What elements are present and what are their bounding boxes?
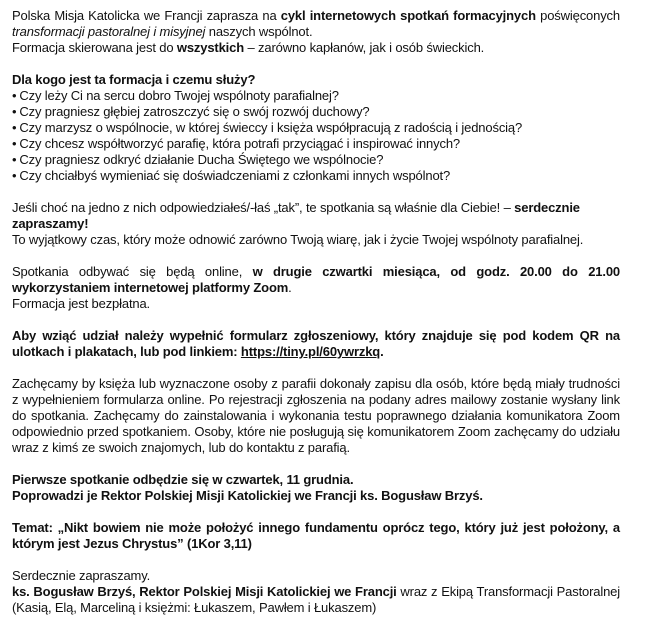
theme-paragraph: Temat: „Nikt bowiem nie może położyć innego fundamentu oprócz tego, który już jest położony, a którym jest Jezus Chrystus” (1Kor 3,11) — [12, 520, 620, 551]
free-note: Formacja jest bezpłatna. — [12, 296, 151, 311]
invite-paragraph: Jeśli choć na jedno z nich odpowiedziałeś/-łaś „tak”, te spotkania są właśnie dla Ciebie! – serdecznie zapraszamy! To wyjątkowy czas, który może odnowić zarówno Twoją wiarę, jak i życie Twojej wspólnoty parafialnej. — [12, 200, 584, 247]
bullet-icon: • — [12, 136, 17, 151]
purpose-section — [12, 72, 620, 184]
purpose-list — [12, 88, 620, 184]
schedule-paragraph: Spotkania odbywać się będą online, w drugie czwartki miesiąca, od godz. 20.00 do 21.00 wykorzystaniem internetowej platformy Zoom. Formacja jest bezpłatna. — [12, 264, 620, 311]
signature-bold: ks. Bogusław Brzyś, Rektor Polskiej Misji Katolickiej we Francji — [12, 584, 397, 599]
list-item: • Czy marzysz o wspólnocie, w której świeccy i księża współpracują z radością i jednością? — [12, 120, 523, 135]
registration-paragraph: Aby wziąć udział należy wypełnić formularz zgłoszeniowy, który znajduje się pod kodem QR na ulotkach i plakatach, lub pod linkiem: https://tiny.pl/60ywrzkq. — [12, 328, 620, 359]
schedule-bold: w drugie czwartki miesiąca, od godz. 20.00 do 21.00 wykorzystaniem internetowej platformy Zoom — [12, 264, 620, 295]
intro-paragraph: Polska Misja Katolicka we Francji zaprasza na cykl internetowych spotkań formacyjnych poświęconych transformacji pastoralnej i misyjnej naszych wspólnot. Formacja skierowana jest do wszystkich – zarówno kapłanów, jak i osób świeckich. — [12, 8, 620, 55]
bullet-icon: • — [12, 104, 17, 119]
assistance-paragraph: Zachęcamy by księża lub wyznaczone osoby z parafii dokonały zapisu dla osób, które będą miały trudności z wypełnieniem formularza online. Po rejestracji zgłoszenia na podany adres mailowy zostanie wysłany link do spotkania. Zachęcamy do zainstalowania i wykonania testu poprawnego działania komunikatora Zoom odpowiednio przed spotkaniem. Osoby, które nie posługują się komunikatorem Zoom zachęcamy do udziału wraz z kimś ze swoich znajomych, lub do kontaktu z parafią. — [12, 376, 620, 455]
first-meeting-paragraph: Pierwsze spotkanie odbędzie się w czwartek, 11 grudnia. Poprowadzi je Rektor Polskiej Misji Katolickiej we Francji ks. Bogusław Brzyś. — [12, 472, 483, 503]
list-item: • Czy pragniesz odkryć działanie Ducha Świętego we wspólnocie? — [12, 152, 384, 167]
bullet-icon: • — [12, 152, 17, 167]
list-item: • Czy chciałbyś wymieniać się doświadczeniami z członkami innych wspólnot? — [12, 168, 451, 183]
bullet-icon: • — [12, 120, 17, 135]
purpose-heading: Dla kogo jest ta formacja i czemu służy? — [12, 72, 256, 87]
list-item: • Czy chcesz współtworzyć parafię, która potrafi przyciągać i inspirować innych? — [12, 136, 460, 151]
registration-link[interactable]: https://tiny.pl/60ywrzkq — [240, 344, 381, 359]
document-body — [12, 8, 620, 632]
bullet-icon: • — [12, 88, 17, 103]
intro-bold-phrase: cykl internetowych spotkań formacyjnych — [280, 8, 536, 23]
list-item: • Czy pragniesz głębiej zatroszczyć się o swój rozwój duchowy? — [12, 104, 370, 119]
intro-italic-phrase: transformacji pastoralnej i misyjnej — [12, 24, 206, 39]
invite-bold: serdecznie zapraszamy! — [12, 200, 580, 231]
closing-paragraph: Serdecznie zapraszamy. ks. Bogusław Brzyś, Rektor Polskiej Misji Katolickiej we Francji wraz z Ekipą Transformacji Pastoralnej (Kasią, Elą, Marceliną i księżmi: Łukaszem, Pawłem i Łukaszem) — [12, 568, 621, 615]
list-item: • Czy leży Ci na sercu dobro Twojej wspólnoty parafialnej? — [12, 88, 339, 103]
bullet-icon: • — [12, 168, 17, 183]
